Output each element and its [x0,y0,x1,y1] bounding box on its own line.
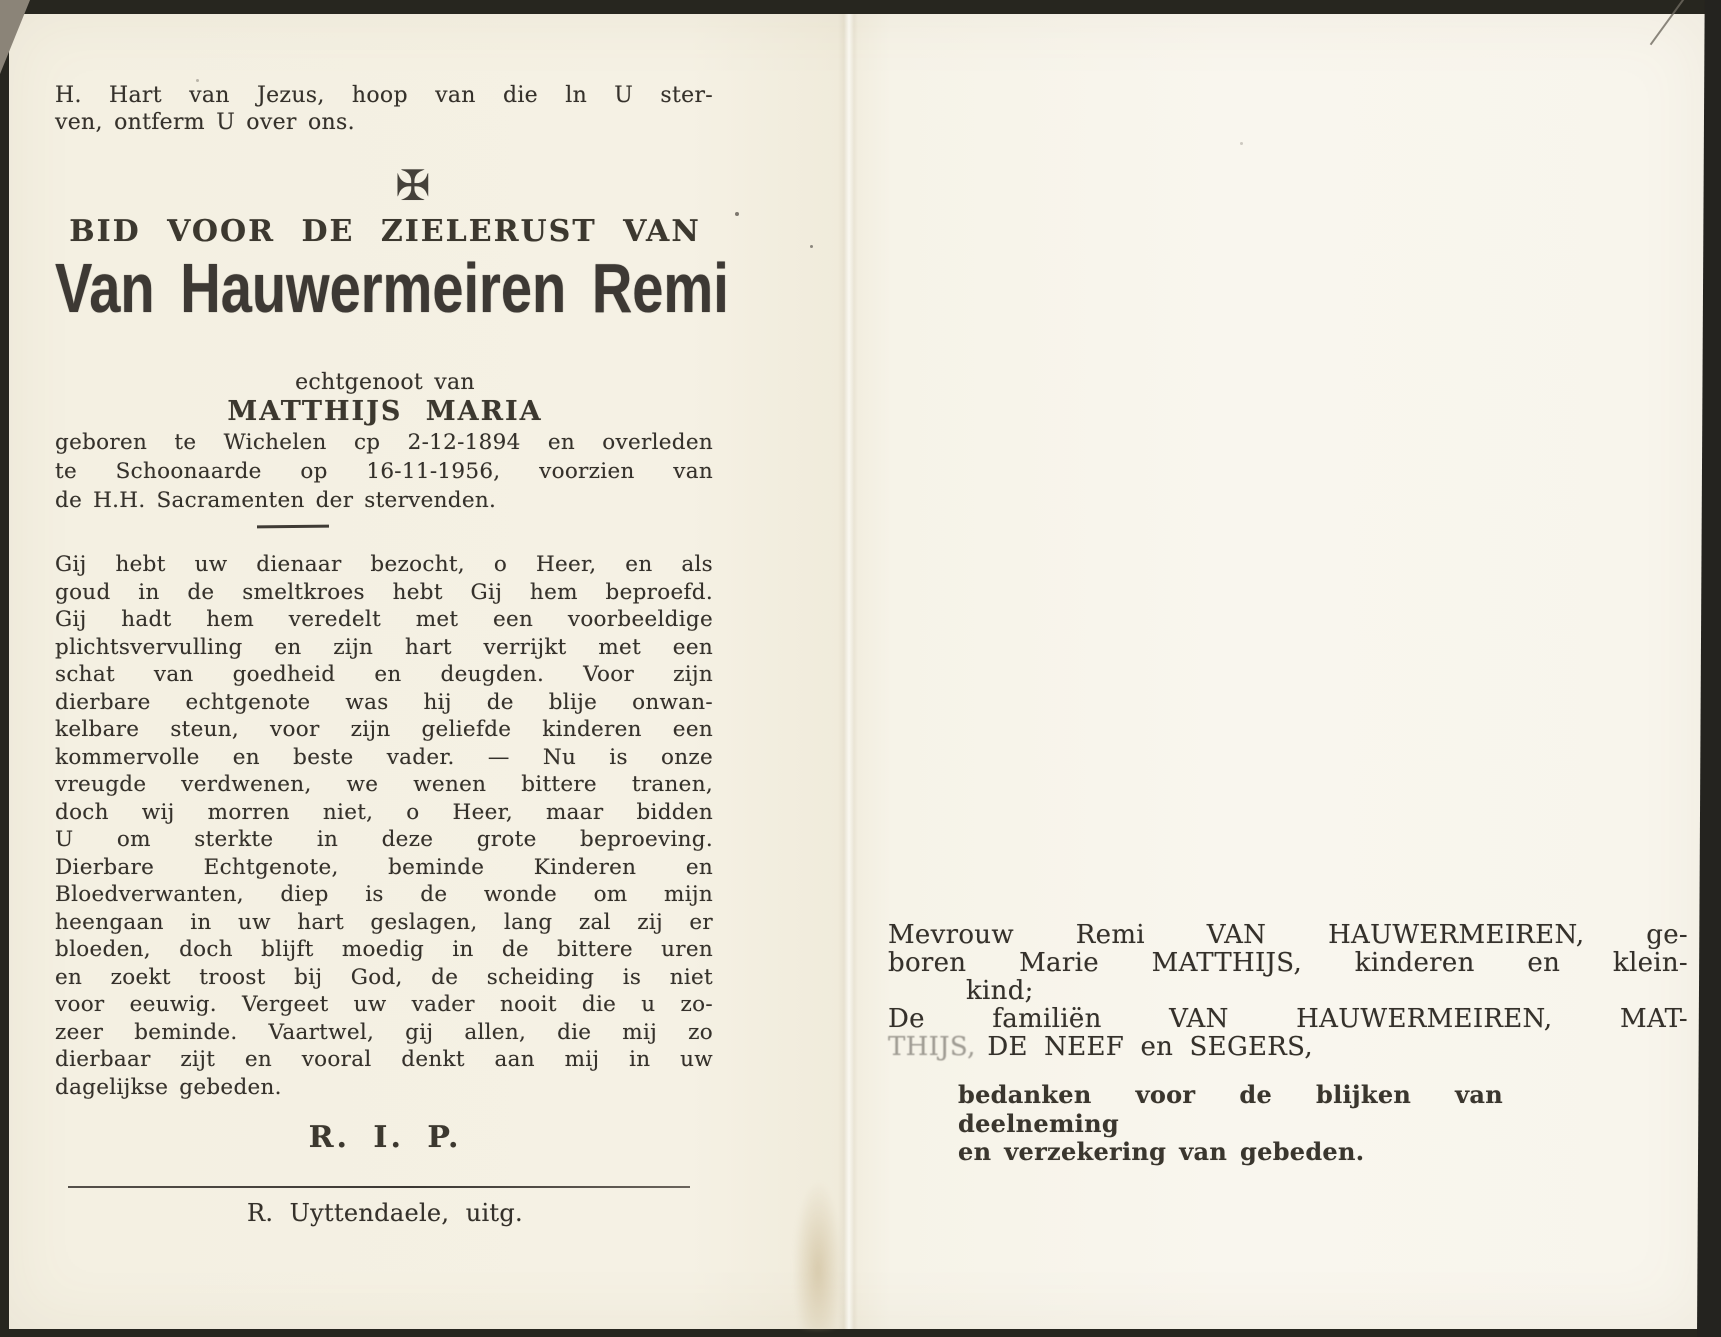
thanks-block [958,1081,1503,1167]
memorial-text [55,551,713,1101]
family-names-line: De familiën VAN HAUWERMEIREN, MAT- [888,1004,1688,1034]
spouse-name: MATTHIJS MARIA [227,396,543,427]
memorial-text-line: zeer beminde. Vaartwel, gij allen, die mij zo [55,1019,713,1045]
acknowledgement-line: boren Marie MATTHIJS, kinderen en klein- [888,948,1688,978]
memorial-text-line: dagelijkse gebeden. [55,1074,282,1100]
acknowledgement-block [888,921,1688,1061]
memorial-text-line: Bloedverwanten, diep is de wonde om mijn [55,882,713,907]
family-names-rest: DE NEEF en SEGERS, [987,1032,1313,1062]
vitae-block [55,428,713,515]
vitae-line: de H.H. Sacramenten der stervenden. [55,488,497,513]
paper-speck [735,212,739,216]
memorial-text-line: voor eeuwig. Vergeet uw vader nooit die u zo- [55,992,713,1017]
memorial-text-line: Gij hadt hem veredelt met een voorbeeldige [55,607,713,632]
vitae-line: te Schoonaarde op 16-11-1956, voorzien van [55,459,713,484]
relation-line: echtgenoot van [295,370,475,395]
memorial-text-line: bloeden, doch blijft moedig in de bittere uren [55,937,713,962]
publisher-rule [68,1186,690,1188]
memorial-text-line: en zoekt troost bij God, de scheiding is niet [55,964,713,990]
opening-prayer-line: H. Hart van Jezus, hoop van die ln U ster- [55,83,713,108]
memorial-text-line: heengaan in uw hart geslagen, lang zal zij er [55,909,713,935]
fold-smudge [793,1180,843,1330]
publisher-line: R. Uyttendaele, uitg. [247,1199,523,1227]
memorial-text-line: Dierbare Echtgenote, beminde Kinderen en [55,854,713,880]
memorial-text-line: kommervolle en beste vader. — Nu is onze [55,744,713,770]
thanks-line: bedanken voor de blijken van deelneming [958,1080,1503,1138]
paper-speck [1240,142,1243,145]
opening-prayer [55,82,713,136]
opening-prayer-line: ven, ontferm U over ons. [55,110,355,135]
fold-crease [838,14,858,1329]
thanks-line: en verzekering van gebeden. [958,1137,1365,1166]
vitae-line: geboren te Wichelen cp 2-12-1894 en overleden [55,430,713,455]
faded-word: THIJS, [888,1032,976,1062]
deceased-name-title: Van Hauwermeiren Remi [55,249,729,327]
paper-speck [810,245,813,248]
memorial-text-line: plichtsvervulling en zijn hart verrijkt met een [55,634,713,660]
acknowledgement-line: kind; [966,976,1034,1006]
memorial-text-line: dierbaar zijt en vooral denkt aan mij in uw [55,1047,713,1072]
memorial-text-line: dierbare echtgenote was hij de blije onwan- [55,689,713,715]
memorial-text-line: doch wij morren niet, o Heer, maar bidden [55,799,713,825]
memorial-text-line: goud in de smeltkroes hebt Gij hem beproefd. [55,579,713,605]
memorial-text-line: kelbare steun, voor zijn geliefde kinderen een [55,717,713,742]
memorial-text-line: vreugde verdwenen, we wenen bittere tranen, [55,772,713,797]
acknowledgement-line: Mevrouw Remi VAN HAUWERMEIREN, ge- [888,920,1688,950]
memorial-text-line: schat van goedheid en deugden. Voor zijn [55,662,713,687]
memorial-text-line: U om sterkte in deze grote beproeving. [55,827,713,852]
rip-heading: R. I. P. [308,1120,462,1155]
intro-heading: BID VOOR DE ZIELERUST VAN [69,214,701,249]
cross-icon: ✠ [395,161,431,210]
family-names-line [888,1033,1688,1061]
memorial-text-line: Gij hebt uw dienaar bezocht, o Heer, en als [55,552,713,577]
